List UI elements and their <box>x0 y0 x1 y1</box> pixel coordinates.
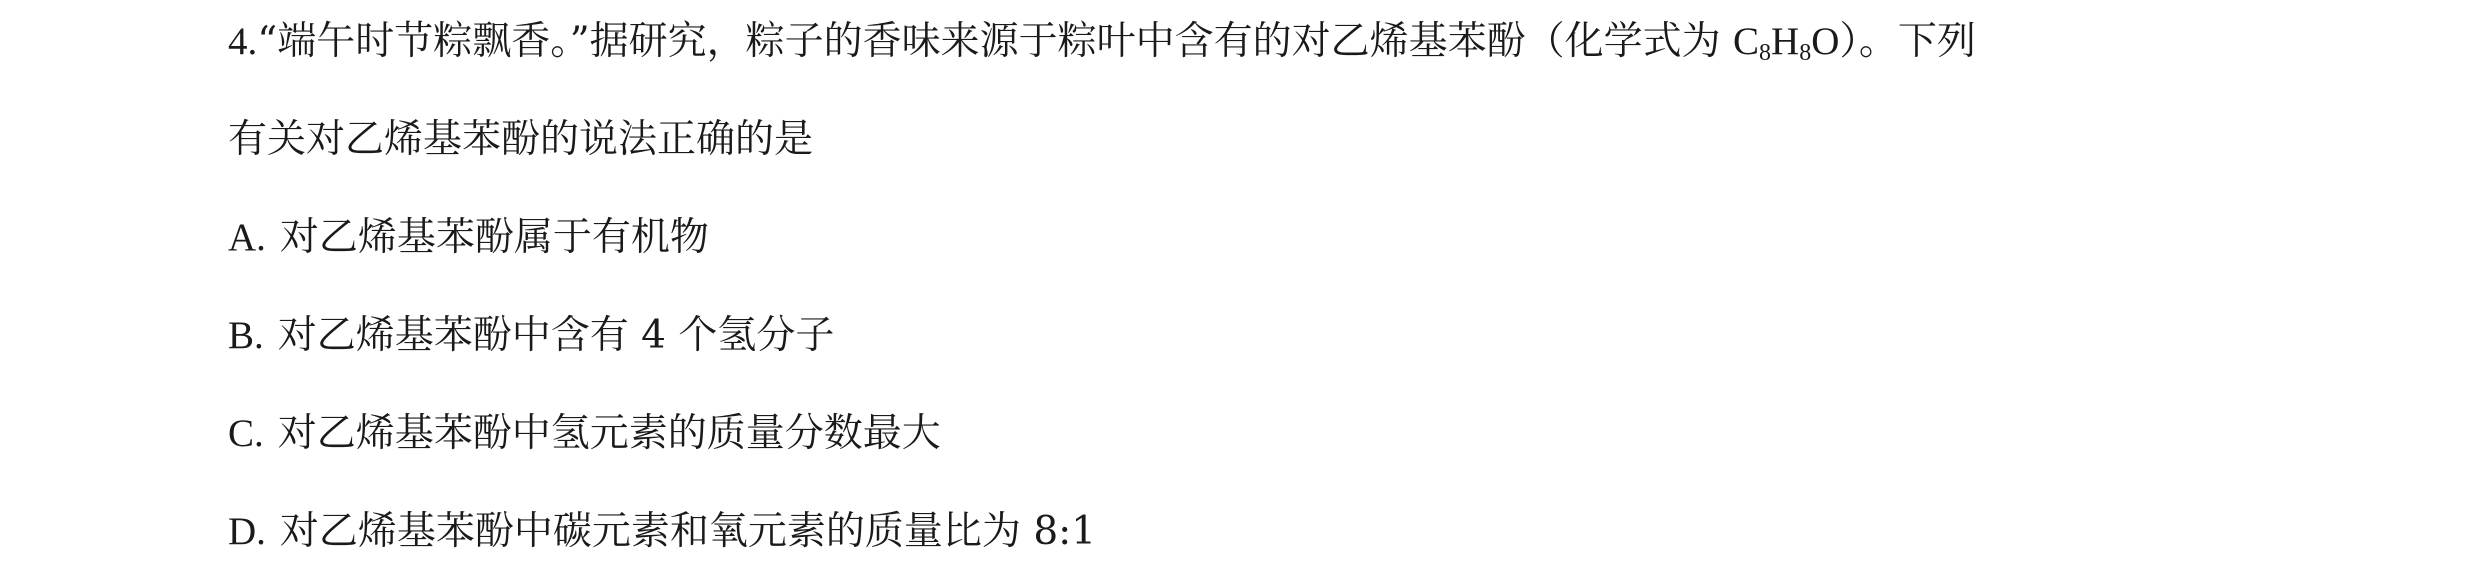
formula-element-h: H <box>1771 20 1800 63</box>
option-a[interactable] <box>228 208 709 268</box>
option-b-text: 对乙烯基苯酚中含有 4 个氢分子 <box>277 313 835 358</box>
question-stem-part-1: “端午时节粽飘香。”据研究，粽子的香味来源于粽叶中含有的对乙烯基苯酚（化学式为 <box>257 19 1734 64</box>
formula-element-c: C <box>1733 20 1760 63</box>
option-d-letter: D. <box>228 510 266 553</box>
formula-element-o: O <box>1811 20 1840 63</box>
option-c-letter: C. <box>228 412 264 455</box>
question-stem-line-2: 有关对乙烯基苯酚的说法正确的是 <box>228 117 814 162</box>
option-c[interactable] <box>228 404 941 464</box>
formula-subscript-c: 8 <box>1759 40 1772 66</box>
chemical-formula <box>1733 20 1840 66</box>
formula-subscript-h: 8 <box>1799 40 1812 66</box>
question-number: 4. <box>228 20 258 63</box>
option-b-letter: B. <box>228 314 264 357</box>
option-d-text: 对乙烯基苯酚中碳元素和氧元素的质量比为 8:1 <box>279 509 1097 554</box>
question-stem-part-2: ）。下列 <box>1839 19 1976 64</box>
option-b[interactable] <box>228 306 834 366</box>
option-a-text: 对乙烯基苯酚属于有机物 <box>279 215 709 260</box>
option-a-letter: A. <box>228 216 266 259</box>
option-c-text: 对乙烯基苯酚中氢元素的质量分数最大 <box>277 411 941 456</box>
question-stem-line-1 <box>228 12 1976 72</box>
option-d[interactable] <box>228 502 1096 562</box>
